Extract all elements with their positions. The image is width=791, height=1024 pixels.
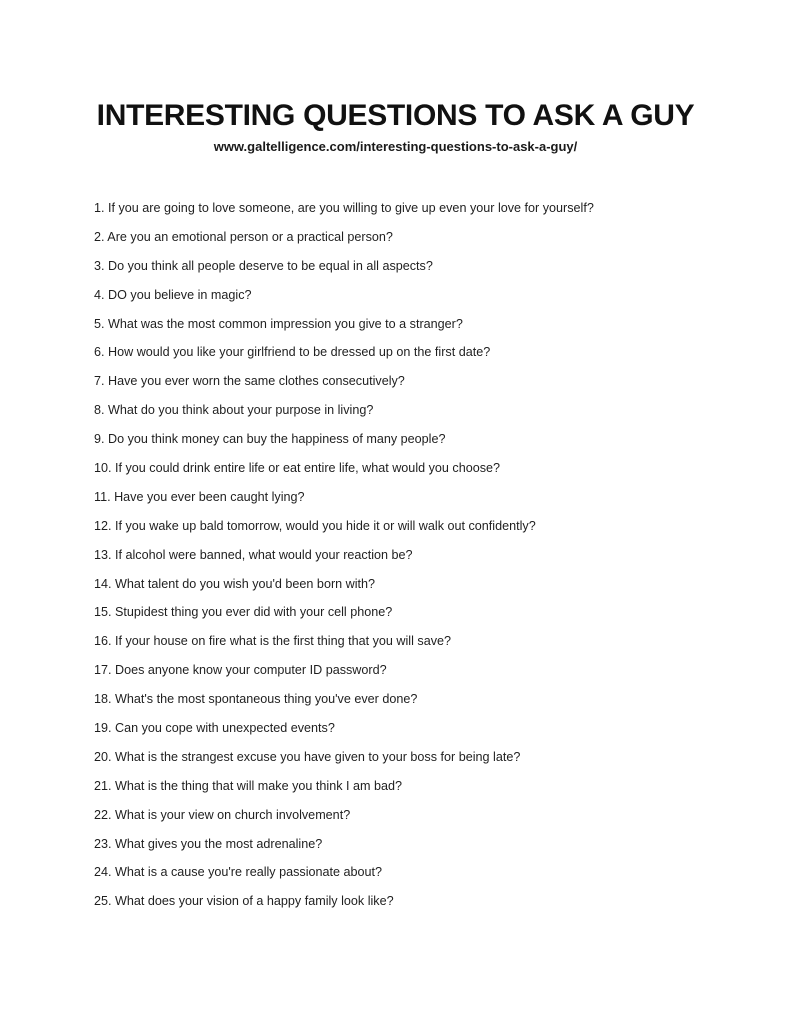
- question-item: 16. If your house on fire what is the first thing that you will save?: [94, 634, 452, 649]
- question-item: 9. Do you think money can buy the happiness of many people?: [94, 432, 446, 447]
- source-url: www.galtelligence.com/interesting-questions-to-ask-a-guy/: [213, 139, 578, 154]
- question-item: 19. Can you cope with unexpected events?: [94, 721, 335, 736]
- question-item: 21. What is the thing that will make you think I am bad?: [94, 778, 403, 793]
- question-item: 8. What do you think about your purpose in living?: [94, 403, 374, 418]
- question-item: 25. What does your vision of a happy family look like?: [94, 894, 394, 909]
- question-item: 1. If you are going to love someone, are you willing to give up even your love for yourself?: [94, 201, 594, 215]
- page-title: INTERESTING QUESTIONS TO ASK A GUY: [96, 99, 695, 132]
- question-item: 24. What is a cause you're really passionate about?: [94, 865, 383, 880]
- question-item: 7. Have you ever worn the same clothes consecutively?: [94, 374, 405, 389]
- question-item: 17. Does anyone know your computer ID password?: [94, 663, 387, 678]
- question-item: 3. Do you think all people deserve to be equal in all aspects?: [94, 258, 433, 273]
- question-item: 6. How would you like your girlfriend to be dressed up on the first date?: [94, 345, 491, 360]
- question-item: 23. What gives you the most adrenaline?: [94, 836, 323, 851]
- question-item: 22. What is your view on church involvement?: [94, 807, 351, 822]
- question-item: 14. What talent do you wish you'd been born with?: [94, 576, 376, 591]
- question-item: 12. If you wake up bald tomorrow, would you hide it or will walk out confidently?: [94, 518, 536, 533]
- question-item: 18. What's the most spontaneous thing you've ever done?: [94, 692, 418, 707]
- question-list: [94, 198, 734, 920]
- question-item: 4. DO you believe in magic?: [94, 287, 252, 302]
- question-item: 20. What is the strangest excuse you have given to your boss for being late?: [94, 749, 521, 764]
- question-item: 5. What was the most common impression you give to a stranger?: [94, 316, 463, 331]
- question-item: 13. If alcohol were banned, what would your reaction be?: [94, 547, 413, 562]
- question-item: 11. Have you ever been caught lying?: [94, 489, 305, 504]
- question-item: 2. Are you an emotional person or a practical person?: [94, 229, 393, 244]
- question-item: 15. Stupidest thing you ever did with your cell phone?: [94, 605, 393, 620]
- question-item: 10. If you could drink entire life or eat entire life, what would you choose?: [94, 461, 501, 476]
